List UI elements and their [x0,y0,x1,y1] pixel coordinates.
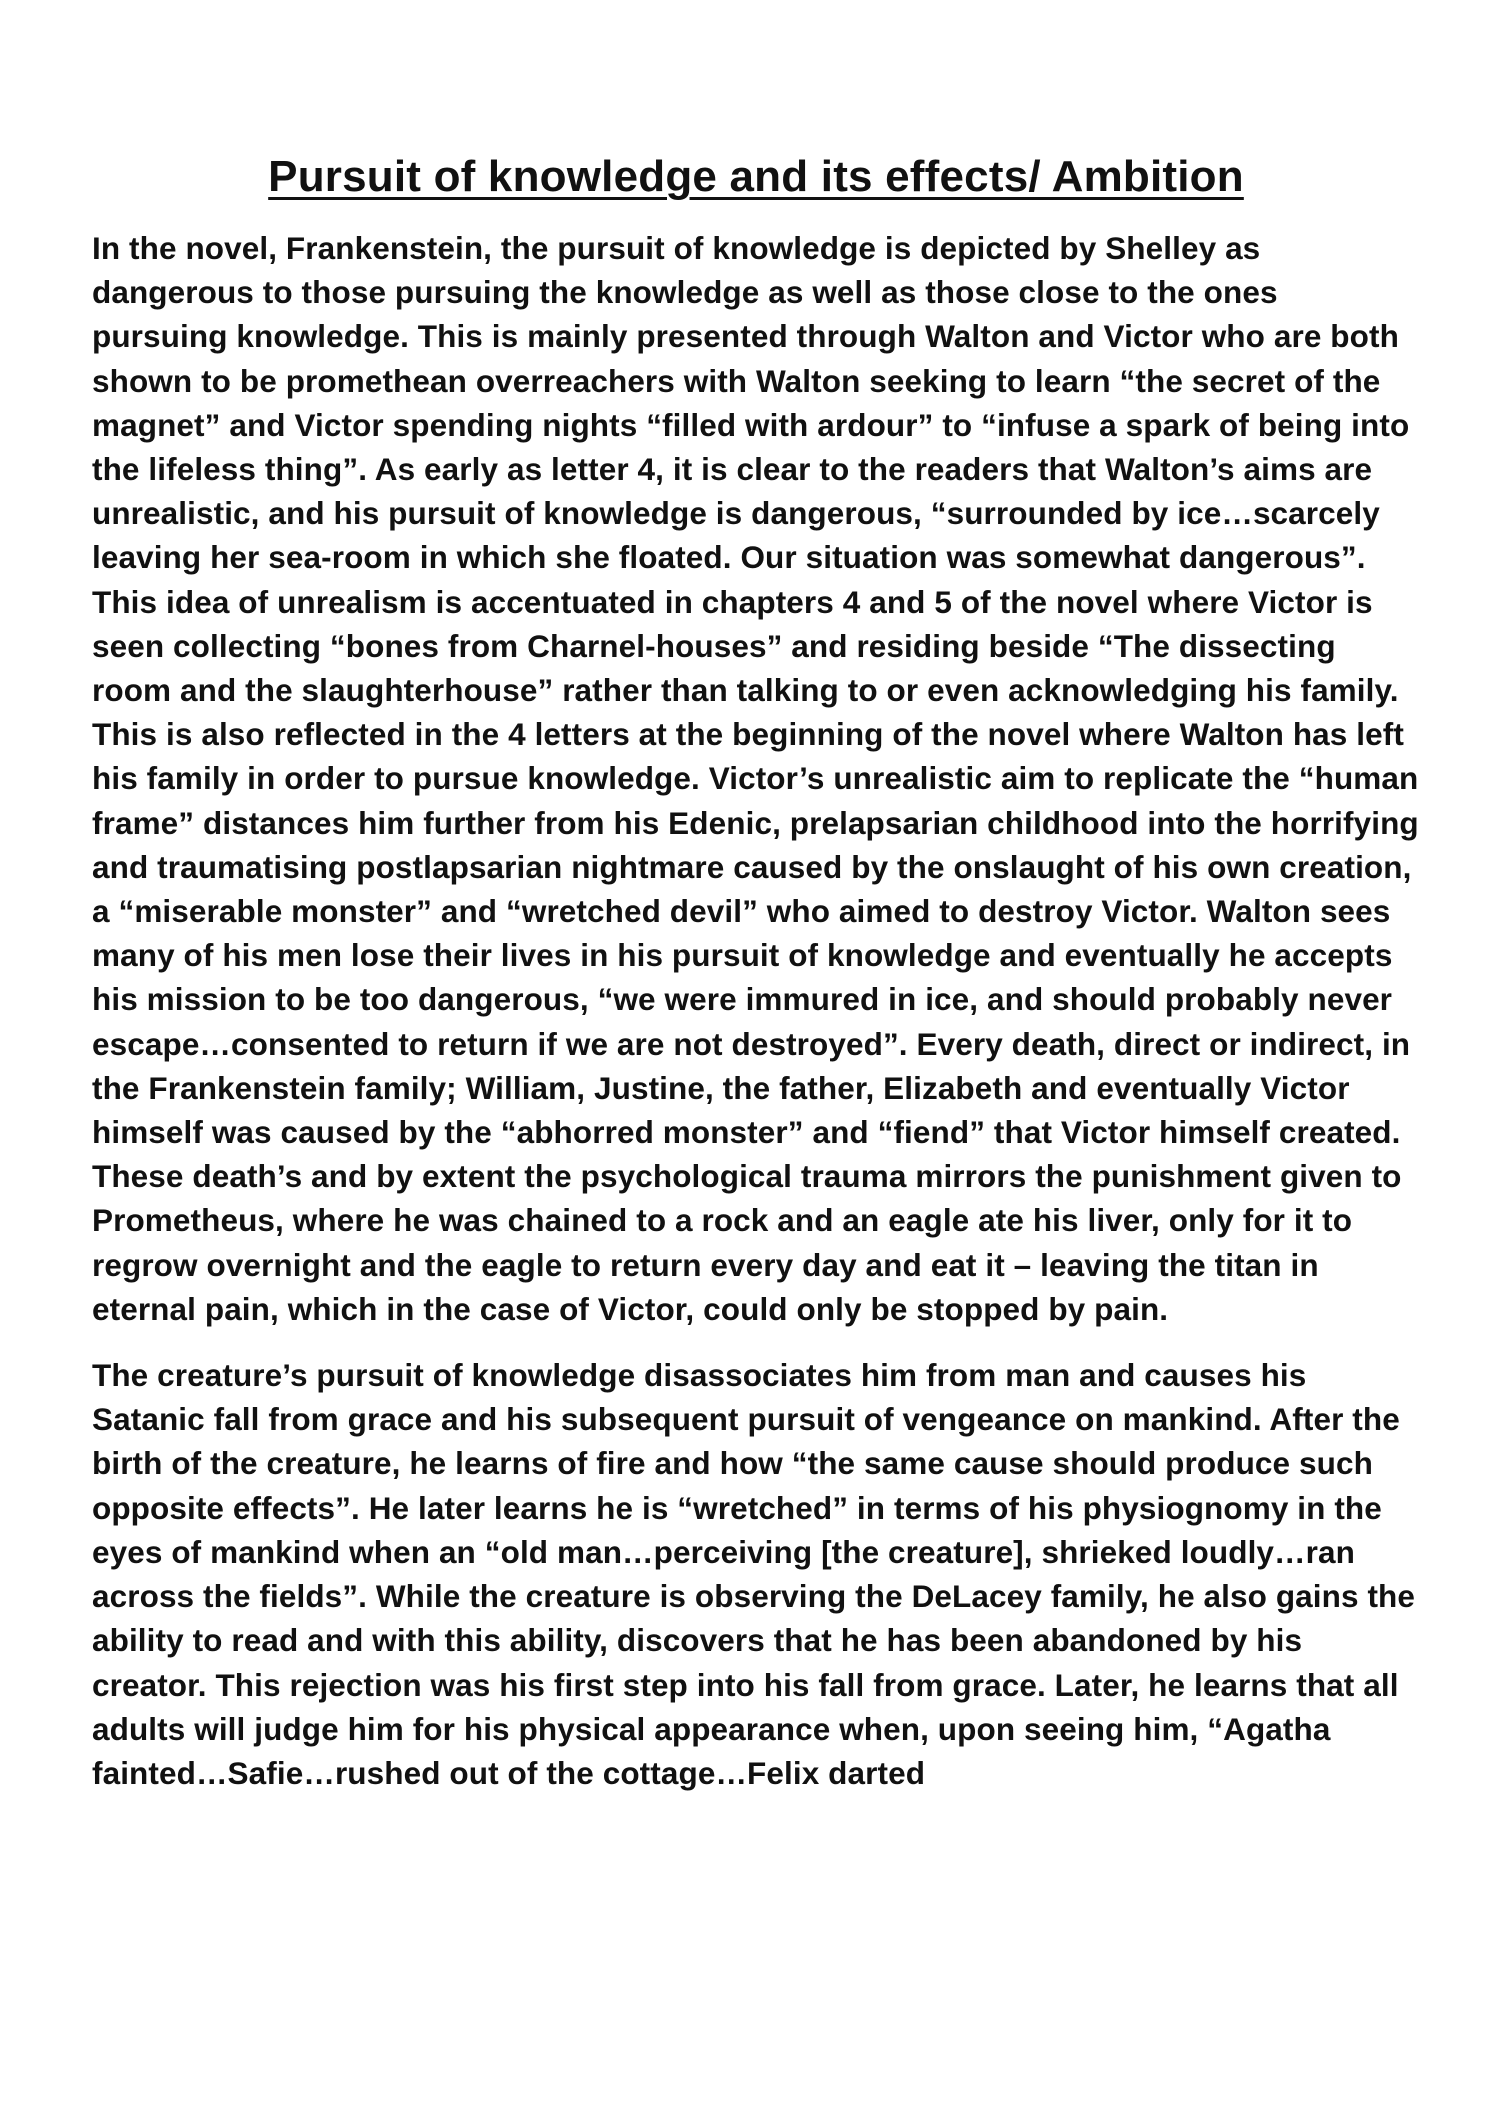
document-title: Pursuit of knowledge and its effects/ Ambition [268,152,1244,201]
paragraph-creature-knowledge: The creature’s pursuit of knowledge disassociates him from man and causes his Satanic fall from grace and his subsequent pursuit of vengeance on mankind. After the birth of the creature, he learns of fire and how “the same cause should produce such opposite effects”. He later learns he is “wretched” in terms of his physiognomy in the eyes of mankind when an “old man…perceiving [the creature], shrieked loudly…ran across the fields”. While the creature is observing the DeLacey family, he also gains the ability to read and with this ability, discovers that he has been abandoned by his creator. This rejection was his first step into his fall from grace. Later, he learns that all adults will judge him for his physical appearance when, upon seeing him, “Agatha fainted…Safie…rushed out of the cottage…Felix darted [92,1357,1415,1791]
paragraph-ambition-walton-victor: In the novel, Frankenstein, the pursuit of knowledge is depicted by Shelley as dangerous to those pursuing the knowledge as well as those close to the ones pursuing knowledge. This is mainly presented through Walton and Victor who are both shown to be promethean overreachers with Walton seeking to learn “the secret of the magnet” and Victor spending nights “filled with ardour” to “infuse a spark of being into the lifeless thing”. As early as letter 4, it is clear to the readers that Walton’s aims are unrealistic, and his pursuit of knowledge is dangerous, “surrounded by ice…scarcely leaving her sea-room in which she floated. Our situation was somewhat dangerous”. This idea of unrealism is accentuated in chapters 4 and 5 of the novel where Victor is seen collecting “bones from Charnel-houses” and residing beside “The dissecting room and the slaughterhouse” rather than talking to or even acknowledging his family. This is also reflected in the 4 letters at the beginning of the novel where Walton has left his family in order to pursue knowledge. Victor’s unrealistic aim to replicate the “human frame” distances him further from his Edenic, prelapsarian childhood into the horrifying and traumatising postlapsarian nightmare caused by the onslaught of his own creation, a “miserable monster” and “wretched devil” who aimed to destroy Victor. Walton sees many of his men lose their lives in his pursuit of knowledge and eventually he accepts his mission to be too dangerous, “we were immured in ice, and should probably never escape…consented to return if we are not destroyed”. Every death, direct or indirect, in the Frankenstein family; William, Justine, the father, Elizabeth and eventually Victor himself was caused by the “abhorred monster” and “fiend” that Victor himself created. These death’s and by extent the psychological trauma mirrors the punishment given to Prometheus, where he was chained to a rock and an eagle ate his liver, only for it to regrow overnight and the eagle to return every day and eat it – leaving the titan in eternal pain, which in the case of Victor, could only be stopped by pain. [92,230,1419,1327]
